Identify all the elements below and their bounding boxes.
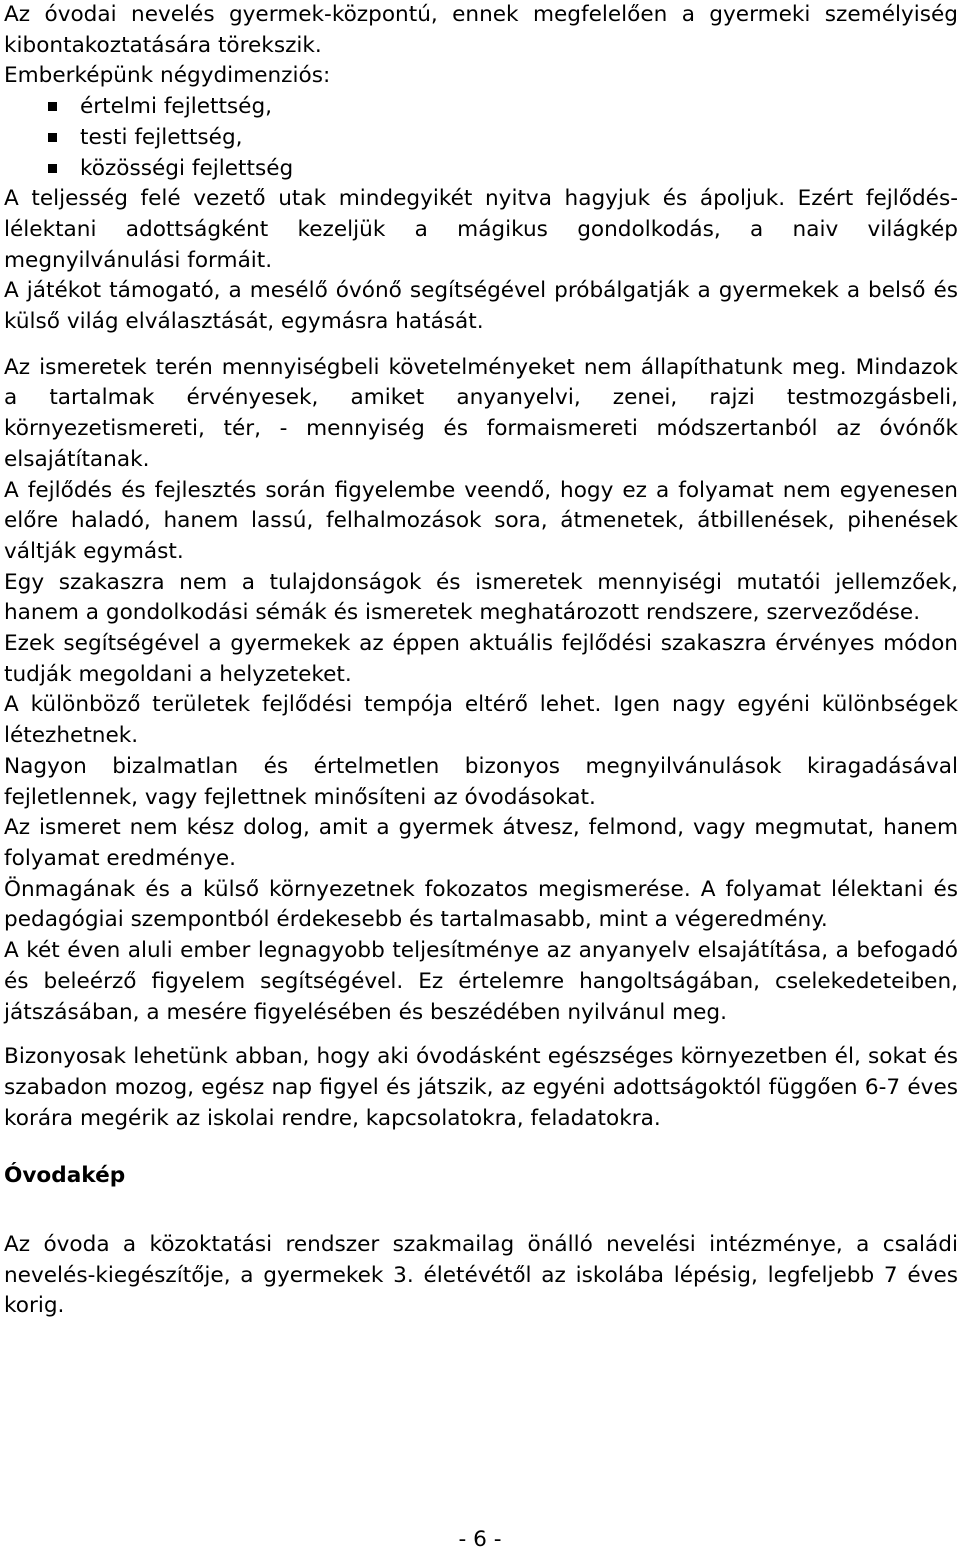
spacer [4, 338, 958, 353]
list-item [80, 92, 958, 123]
spacer [4, 1134, 958, 1161]
paragraph: Az ismeret nem kész dolog, amit a gyermek átvesz, felmond, vagy megmutat, hanem folyamat eredménye. [4, 815, 958, 871]
paragraph: A különböző területek fejlődési tempója eltérő lehet. Igen nagy egyéni különbségek létezhetnek. [4, 692, 958, 749]
paragraph: Egy szakaszra nem a tulajdonságok és ismeretek mennyiségi mutatói jellemzőek, hanem a gondolkodási sémák és ismeretek meghatározott rendszere, szerveződése. [4, 569, 958, 626]
paragraph: A játékot támogató, a mesélő óvónő segítségével próbálgatják a gyermekek a belső és külső világ elválasztását, egymásra hatását. [4, 278, 958, 335]
paragraph: Bizonyosak lehetünk abban, hogy aki óvodásként egészséges környezetben él, sokat és szabadon mozog, egész nap figyel és játszik, az egyéni adottságoktól függően 6-7 éves korára megérik az iskolai rendre, kapcsolatokra, feladatokra. [4, 1044, 958, 1131]
paragraph: Emberképünk négydimenziós: [4, 63, 331, 89]
square-bullet-icon [48, 102, 57, 111]
list-item-text: testi fejlettség, [80, 124, 243, 150]
paragraph: A két éven aluli ember legnagyobb teljesítménye az anyanyelv elsajátítása, a befogadó és beleérző figyelem segítségével. Ez értelemre hangoltságában, cselekedeteiben, játszásában, a mesére figyelésében és beszédében nyilvánul meg. [4, 938, 958, 1025]
document-page [4, 0, 958, 1322]
paragraph: Ezek segítségével a gyermekek az éppen aktuális fejlődési szakaszra érvényes módon tudják megoldani a helyzeteket. [4, 631, 958, 687]
spacer [4, 1028, 958, 1042]
paragraph: Önmagának és a külső környezetnek fokozatos megismerése. A folyamat lélektani és pedagógiai szempontból érdekesebb és tartalmasabb, mint a végeredmény. [4, 876, 958, 933]
list-item [80, 123, 958, 154]
bullet-list [4, 92, 958, 184]
square-bullet-icon [48, 133, 57, 142]
paragraph: A teljesség felé vezető utak mindegyikét nyitva hagyjuk és ápoljuk. Ezért fejlődés-lélektani adottságként kezeljük a mágikus gondolkodás, a naiv világkép megnyilvánulási formáit. [4, 186, 958, 273]
section-heading: Óvodakép [4, 1163, 126, 1189]
list-item [80, 154, 958, 185]
paragraph: Az ismeretek terén mennyiségbeli követelményeket nem állapíthatunk meg. Mindazok a tartalmak érvényesek, amiket anyanyelvi, zenei, rajzi testmozgásbeli, környezetismereti, tér, - mennyiség és formaismereti módszertanból az óvónők elsajátítanak. [4, 354, 958, 472]
page-number: - 6 - [458, 1527, 502, 1552]
paragraph: Nagyon bizalmatlan és értelmetlen bizonyos megnyilvánulások kiragadásával fejletlennek, vagy fejlettnek minősíteni az óvodásokat. [4, 753, 958, 810]
list-item-text: értelmi fejlettség, [80, 94, 273, 120]
paragraph: Az óvodai nevelés gyermek-központú, ennek megfelelően a gyermeki személyiség kibontakoztatására törekszik. [4, 2, 958, 58]
square-bullet-icon [48, 164, 57, 173]
paragraph: A fejlődés és fejlesztés során figyelembe veendő, hogy ez a folyamat nem egyenesen előre haladó, hanem lassú, felhalmozások sora, átmenetek, átbillenések, pihenések váltják egymást. [4, 477, 958, 564]
spacer [4, 1192, 958, 1230]
paragraph: Az óvoda a közoktatási rendszer szakmailag önálló nevelési intézménye, a családi nevelés-kiegészítője, a gyermekek 3. életévétől az iskolába lépésig, legfeljebb 7 éves korig. [4, 1232, 958, 1319]
list-item-text: közösségi fejlettség [80, 155, 294, 181]
